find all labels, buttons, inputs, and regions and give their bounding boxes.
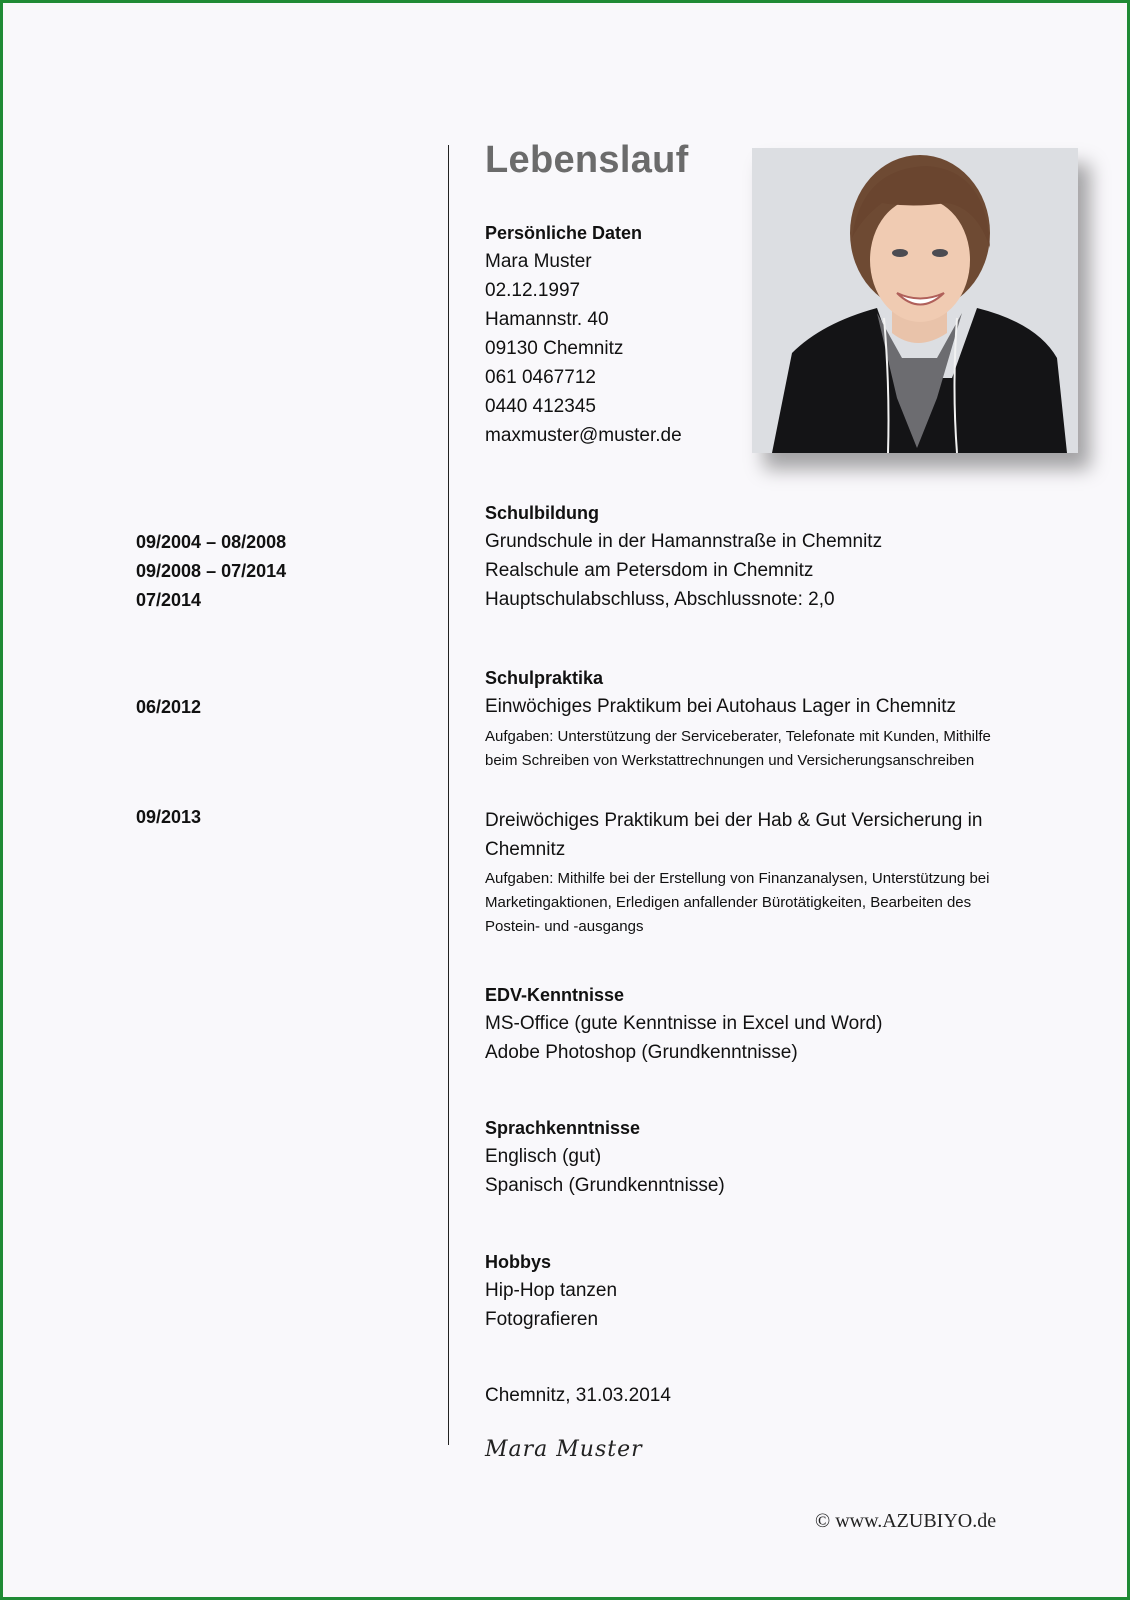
internship-date: 09/2013	[136, 807, 202, 827]
hobbies-heading: Hobbys	[485, 1252, 552, 1272]
internships-heading: Schulpraktika	[485, 668, 604, 688]
internship-details: Aufgaben: Mithilfe bei der Erstellung von Finanzanalysen, Unterstützung bei Marketingaktionen, Erledigen anfallender Bürotätigkeiten, Bearbeiten des Postein- und -ausgangs	[485, 870, 990, 935]
schooling-date: 09/2008 – 07/2014	[136, 561, 287, 581]
signature: Mara Muster	[485, 1437, 643, 1462]
schooling-entry: Realschule am Petersdom in Chemnitz	[485, 560, 814, 581]
hobby-item: Fotografieren	[485, 1309, 599, 1330]
internship-date: 06/2012	[136, 697, 202, 717]
personal-email: maxmuster@muster.de	[485, 425, 682, 446]
personal-data-heading: Persönliche Daten	[485, 223, 643, 243]
schooling-heading: Schulbildung	[485, 503, 599, 523]
internship-details: Aufgaben: Unterstützung der Serviceberater, Telefonate mit Kunden, Mithilfe beim Schreiben von Werkstattrechnungen und Versicherungsanschreiben	[485, 728, 991, 769]
schooling-date: 07/2014	[136, 590, 202, 610]
schooling-entry: Grundschule in der Hamannstraße in Chemnitz	[485, 531, 883, 552]
hobby-item: Hip-Hop tanzen	[485, 1280, 618, 1301]
page-title: Lebenslauf	[485, 139, 689, 181]
portrait-illustration	[752, 148, 1078, 453]
copyright-notice: © www.AZUBIYO.de	[815, 1510, 997, 1532]
vertical-divider	[448, 145, 449, 1445]
personal-city: 09130 Chemnitz	[485, 338, 624, 359]
personal-street: Hamannstr. 40	[485, 309, 609, 330]
portrait-photo	[752, 148, 1078, 453]
languages-heading: Sprachkenntnisse	[485, 1118, 641, 1138]
schooling-entry: Hauptschulabschluss, Abschlussnote: 2,0	[485, 589, 835, 610]
personal-name: Mara Muster	[485, 251, 592, 272]
language-item: Spanisch (Grundkenntnisse)	[485, 1175, 725, 1196]
personal-phone-1: 061 0467712	[485, 367, 596, 388]
personal-phone-2: 0440 412345	[485, 396, 596, 417]
personal-birthdate: 02.12.1997	[485, 280, 581, 301]
it-skill-item: MS-Office (gute Kenntnisse in Excel und Word)	[485, 1013, 883, 1034]
it-skill-item: Adobe Photoshop (Grundkenntnisse)	[485, 1042, 798, 1063]
it-skills-heading: EDV-Kenntnisse	[485, 985, 625, 1005]
place-date: Chemnitz, 31.03.2014	[485, 1385, 671, 1406]
language-item: Englisch (gut)	[485, 1146, 602, 1167]
internship-title: Dreiwöchiges Praktikum bei der Hab & Gut Versicherung in Chemnitz	[485, 810, 983, 860]
internship-title: Einwöchiges Praktikum bei Autohaus Lager in Chemnitz	[485, 696, 957, 717]
schooling-date: 09/2004 – 08/2008	[136, 532, 287, 552]
